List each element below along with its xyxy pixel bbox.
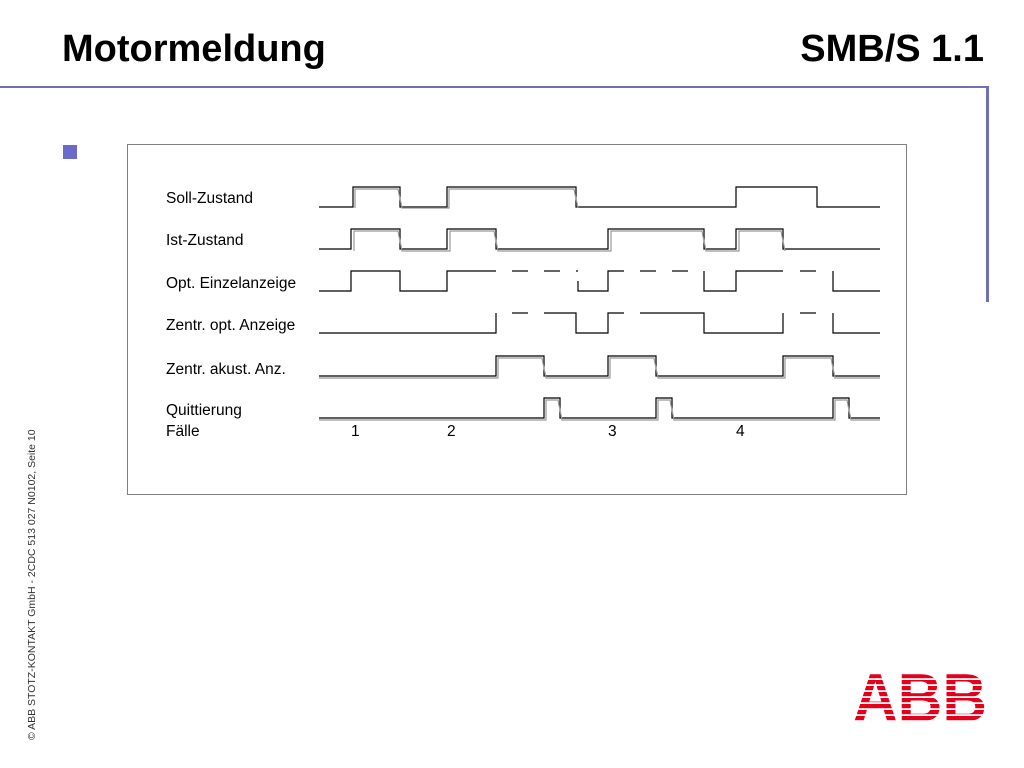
signal-label-quittierung: Quittierung [166, 402, 242, 419]
case-number: 1 [351, 423, 360, 440]
signal-label-zentr-akust-anz: Zentr. akust. Anz. [166, 361, 286, 378]
signal-label-zentr-opt-anzeige: Zentr. opt. Anzeige [166, 317, 296, 334]
waveform-quittierung [319, 398, 880, 418]
case-number: 4 [736, 423, 745, 440]
waveform-zentr-opt-anzeige-seg [544, 313, 624, 333]
waveform-shadow [319, 358, 880, 378]
waveform-shadow [355, 189, 578, 208]
waveform-zentr-opt-anzeige-seg [833, 313, 880, 333]
product-name: SMB/S 1.1 [800, 28, 984, 70]
waveform-zentr-opt-anzeige [319, 313, 496, 333]
timing-diagram [127, 144, 907, 495]
side-rule [986, 86, 989, 302]
waveform-opt-einzelanzeige [319, 271, 496, 291]
timing-diagram-svg [128, 145, 908, 496]
waveform-opt-einzelanzeige-seg [704, 271, 783, 291]
waveform-shadow [319, 400, 880, 420]
waveform-zentr-opt-anzeige-seg [640, 313, 783, 333]
waveform-soll-zustand [319, 187, 880, 207]
waveform-shadow [354, 231, 785, 251]
waveform-opt-einzelanzeige-seg [833, 271, 880, 291]
waveform-ist-zustand [319, 229, 880, 249]
abb-logo-text: ABB [853, 668, 987, 724]
abb-logo [853, 668, 989, 724]
signal-label-ist-zustand: Ist-Zustand [166, 232, 244, 249]
copyright-footer: © ABB STOTZ-KONTAKT GmbH - 2CDC 513 027 N0102, Seite 10 [26, 429, 38, 740]
cases-label: Fälle [166, 423, 200, 440]
bullet-square [63, 145, 77, 159]
signal-label-opt-einzelanzeige: Opt. Einzelanzeige [166, 275, 297, 292]
signal-label-soll-zustand: Soll-Zustand [166, 190, 254, 207]
waveform-opt-einzelanzeige-seg [578, 271, 624, 291]
page-title: Motormeldung [62, 28, 326, 70]
case-number: 3 [608, 423, 617, 440]
waveform-zentr-akust-anz [319, 356, 880, 376]
case-number: 2 [447, 423, 456, 440]
header-rule [0, 86, 988, 88]
